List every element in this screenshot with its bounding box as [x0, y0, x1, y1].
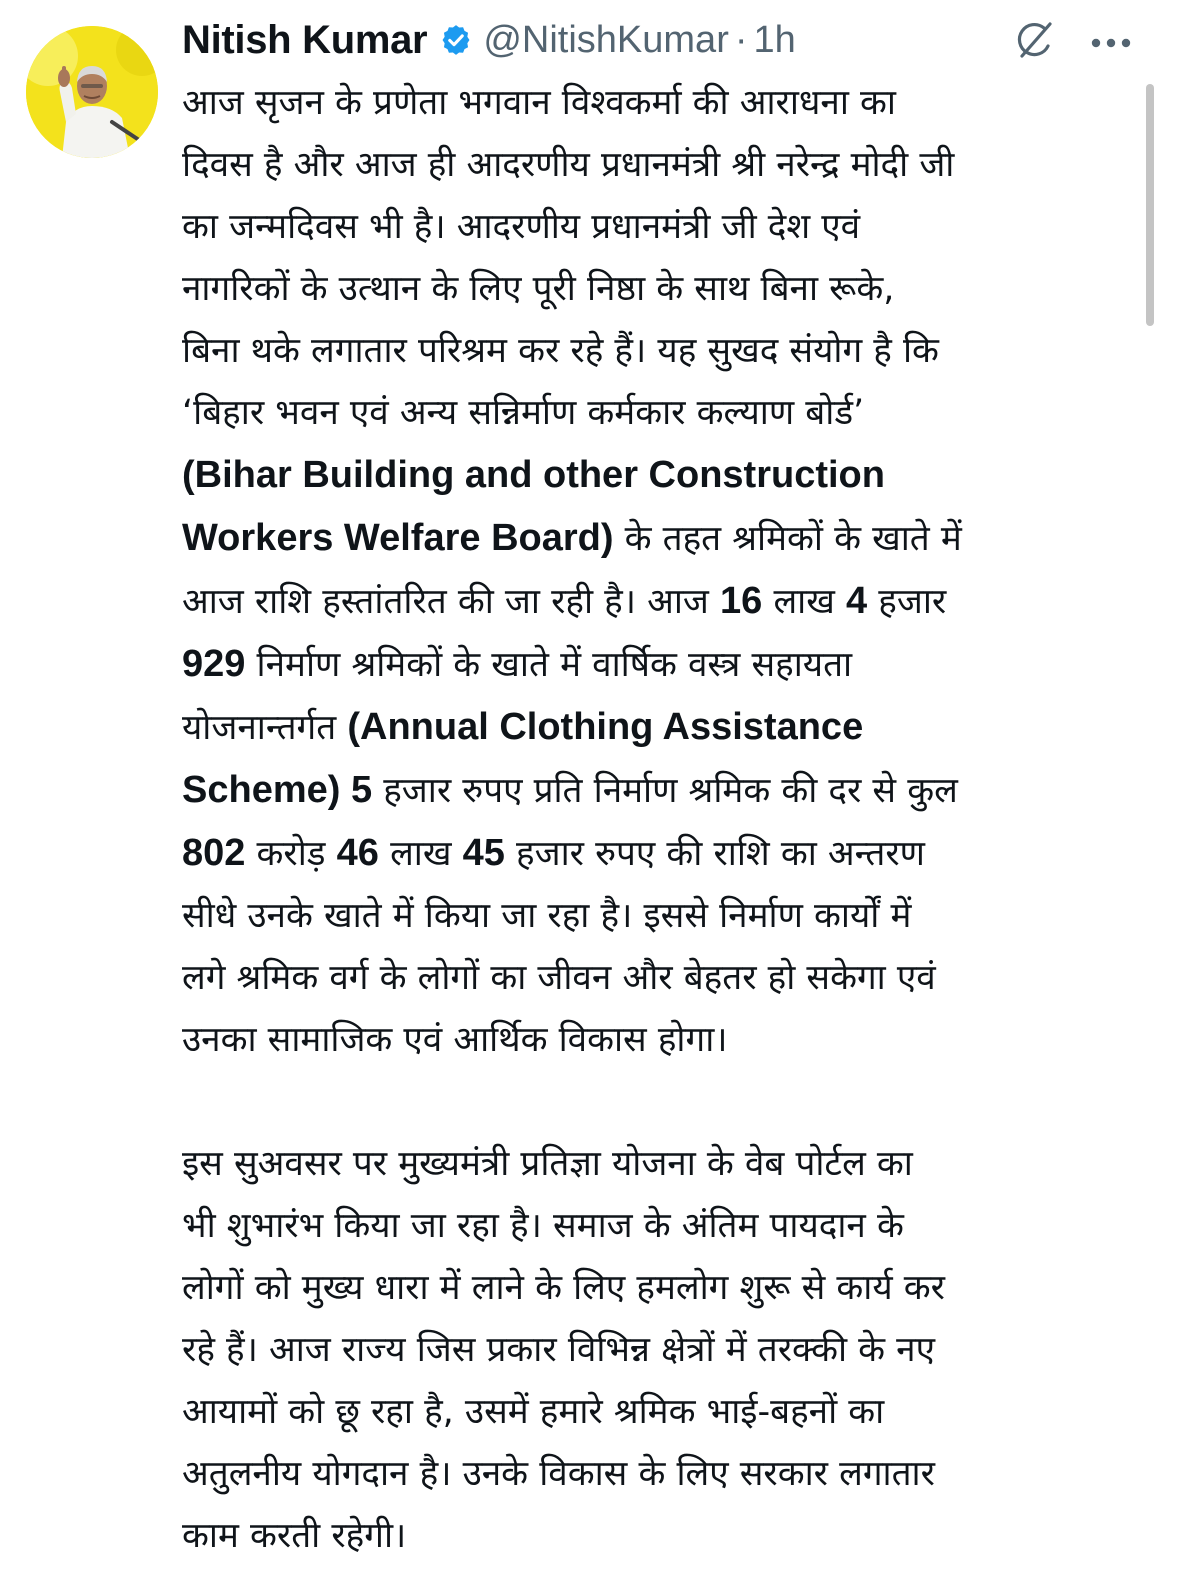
- text-line: लोगों को मुख्य धारा में लाने के लिए हमलोग शुरू से कार्य कर: [182, 1268, 945, 1308]
- paragraph-1: [182, 72, 1140, 1071]
- author-handle[interactable]: @NitishKumar: [483, 18, 729, 61]
- bold-number: 16: [720, 580, 763, 622]
- text-line: [182, 696, 1140, 759]
- text-line: काम करती रहेगी।: [182, 1516, 407, 1556]
- text-line: दिवस है और आज ही आदरणीय प्रधानमंत्री श्री नरेन्द्र मोदी जी: [182, 145, 955, 185]
- text-segment: आज राशि हस्तांतरित की जा रही है। आज: [182, 582, 721, 622]
- text-line: [182, 444, 1140, 507]
- text-line: लगे श्रमिक वर्ग के लोगों का जीवन और बेहतर हो सकेगा एवं: [182, 958, 936, 998]
- text-line: नागरिकों के उत्थान के लिए पूरी निष्ठा के साथ बिना रूके,: [182, 269, 895, 309]
- text-line: आज सृजन के प्रणेता भगवान विश्वकर्मा की आराधना का: [182, 83, 896, 123]
- text-line: इस सुअवसर पर मुख्यमंत्री प्रतिज्ञा योजना के वेब पोर्टल का: [182, 1144, 913, 1184]
- bold-number: 45: [462, 832, 505, 874]
- header-separator: ·: [734, 18, 748, 61]
- tweet-text: [182, 72, 1140, 1567]
- text-line: रहे हैं। आज राज्य जिस प्रकार विभिन्न क्षेत्रों में तरक्की के नए: [182, 1330, 935, 1370]
- bold-number: 46: [336, 832, 379, 874]
- text-segment: करोड़: [245, 834, 337, 874]
- text-line: सीधे उनके खाते में किया जा रहा है। इससे निर्माण कार्यों में: [182, 896, 912, 936]
- paragraph-gap: [182, 1071, 1140, 1133]
- text-line: [182, 507, 1140, 570]
- verified-badge-icon: [439, 23, 473, 57]
- text-segment: योजनान्तर्गत: [182, 708, 348, 748]
- text-segment: लाख: [762, 582, 846, 622]
- text-segment: हजार रुपए प्रति निर्माण श्रमिक की दर से कुल: [372, 771, 958, 811]
- bold-number: 929: [182, 643, 246, 685]
- text-line: उनका सामाजिक एवं आर्थिक विकास होगा।: [182, 1020, 728, 1060]
- text-line: भी शुभारंभ किया जा रहा है। समाज के अंतिम पायदान के: [182, 1206, 904, 1246]
- text-line: अतुलनीय योगदान है। उनके विकास के लिए सरकार लगातार: [182, 1454, 935, 1494]
- bold-text: (Bihar Building and other Construction: [182, 454, 885, 496]
- bold-number: 4: [846, 580, 868, 622]
- text-line: [182, 822, 1140, 885]
- bold-number: 802: [182, 832, 246, 874]
- text-segment: हजार रुपए की राशि का अन्तरण: [504, 834, 925, 874]
- more-icon[interactable]: [1090, 34, 1132, 46]
- bold-text: (Annual Clothing Assistance: [347, 706, 864, 748]
- scrollbar[interactable]: [1146, 84, 1154, 326]
- text-segment: हजार: [867, 582, 947, 622]
- text-segment: लाख: [378, 834, 463, 874]
- text-line: बिना थके लगातार परिश्रम कर रहे हैं। यह सुखद संयोग है कि: [182, 331, 939, 371]
- text-line: का जन्मदिवस भी है। आदरणीय प्रधानमंत्री जी देश एवं: [182, 207, 861, 247]
- text-segment: के तहत श्रमिकों के खाते में: [613, 519, 962, 559]
- text-line: ‘बिहार भवन एवं अन्य सन्निर्माण कर्मकार कल्याण बोर्ड’: [182, 393, 865, 433]
- text-line: [182, 570, 1140, 633]
- avatar-photo: [26, 26, 158, 158]
- text-line: [182, 633, 1140, 696]
- author-name[interactable]: Nitish Kumar: [182, 17, 428, 62]
- tweet-header: [182, 12, 796, 68]
- post-time[interactable]: 1h: [753, 18, 796, 61]
- grok-icon[interactable]: [1012, 18, 1056, 62]
- paragraph-2: [182, 1133, 1140, 1567]
- text-line: [182, 759, 1140, 822]
- avatar[interactable]: [26, 26, 158, 158]
- text-line: आयामों को छू रहा है, उसमें हमारे श्रमिक भाई-बहनों का: [182, 1392, 885, 1432]
- bold-text: Workers Welfare Board): [182, 517, 614, 559]
- bold-text: Scheme) 5: [182, 769, 373, 811]
- text-segment: निर्माण श्रमिकों के खाते में वार्षिक वस्त्र सहायता: [245, 645, 853, 685]
